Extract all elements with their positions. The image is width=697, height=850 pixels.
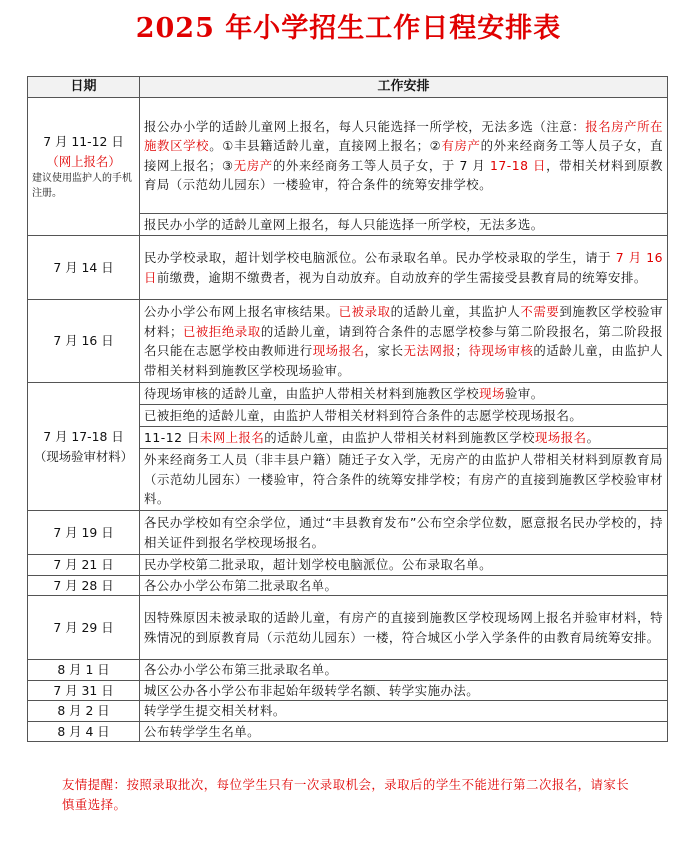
- work-cell: [140, 721, 668, 742]
- table-row: [28, 555, 668, 576]
- work-cell: [140, 660, 668, 681]
- date-cell: [28, 555, 140, 576]
- table-row: [28, 236, 668, 300]
- date-cell: [28, 660, 140, 681]
- highlight-text: 有房产: [441, 138, 481, 153]
- header-date: 日期: [28, 77, 140, 98]
- work-text: 已被拒绝的适龄儿童，由监护人带相关材料到符合条件的志愿学校现场报名。: [144, 407, 583, 423]
- schedule-body: [28, 98, 668, 742]
- work-text: 。①丰县籍适龄儿童，直接网上报名；②: [209, 138, 442, 153]
- work-text: 公办小学公布网上报名审核结果。: [144, 304, 339, 319]
- work-text: 因特殊原因未被录取的适龄儿童，有房产的直接到施教区学校现场网上报名并验审材料，特殊情况的到原教育局（示范幼儿园东）一楼，符合城区小学入学条件的由教育局统筹安排。: [144, 610, 663, 645]
- date-text: 7 月 31 日: [53, 682, 114, 698]
- table-row: [28, 680, 668, 701]
- date-subtitle: （现场验审材料）: [33, 448, 134, 464]
- date-text: 7 月 28 日: [53, 577, 114, 593]
- date-cell: [28, 300, 140, 383]
- highlight-text: 无房产: [233, 157, 273, 173]
- work-text: 各公办小学公布第三批录取名单。: [144, 662, 338, 677]
- highlight-text: 已被录取: [338, 304, 391, 319]
- highlight-text: 现场: [479, 385, 505, 401]
- work-text: 城区公办各小学公布非起始年级转学名额、转学实施办法。: [144, 682, 480, 698]
- date-cell: [28, 575, 140, 596]
- date-text: 8 月 2 日: [57, 703, 110, 718]
- table-row: [28, 300, 668, 383]
- work-text: 前缴费，逾期不缴费者，视为自动放弃。自动放弃的学生需接受县教育局的统筹安排。: [156, 269, 647, 285]
- work-text: 的适龄儿童，请到符合条件的志愿学校参与第二阶段报名，第二阶段报名只能在志愿学校由教师进行: [144, 323, 664, 358]
- work-text: ，带相关材料到原教育局（示范幼儿园东）一楼验审，符合条件的统筹安排学校。: [144, 157, 664, 192]
- work-cell: [140, 680, 668, 701]
- table-row: [28, 660, 668, 681]
- highlight-text: 报名房产所在施教区学校: [144, 118, 664, 153]
- work-text: 验审。: [504, 385, 544, 401]
- footer-reminder: 友情提醒：按照录取批次，每位学生只有一次录取机会，录取后的学生不能进行第二次报名，请家长慎重选择。: [62, 777, 630, 812]
- date-text: 7 月 14 日: [53, 259, 114, 275]
- work-text: 各民办学校如有空余学位，通过“丰县教育发布”公布空余学位数，愿意报名民办学校的，持相关证件到报名学校现场报名。: [144, 515, 663, 550]
- work-text: 报民办小学的适龄儿童网上报名，每人只能选择一所学校，无法多选。: [144, 216, 544, 232]
- table-row: [28, 383, 668, 405]
- date-text: 7 月 19 日: [53, 524, 114, 540]
- header-work: 工作安排: [140, 77, 668, 98]
- table-row: [28, 721, 668, 742]
- work-text: 报公办小学的适龄儿童网上报名，每人只能选择一所学校，无法多选（注意：: [144, 118, 586, 134]
- date-cell: [28, 236, 140, 300]
- work-cell: [140, 555, 668, 576]
- work-cell: [140, 98, 668, 214]
- work-text: 转学学生提交相关材料。: [144, 703, 286, 718]
- work-text: 待现场审核的适龄儿童，由监护人带相关材料到施教区学校: [144, 385, 480, 401]
- work-cell: [140, 383, 668, 405]
- schedule-table: [27, 76, 668, 742]
- work-cell: [140, 300, 668, 383]
- work-cell: [140, 214, 668, 236]
- table-header-row: [28, 77, 668, 98]
- table-row: [28, 98, 668, 214]
- date-cell: [28, 383, 140, 511]
- highlight-text: 待现场审核: [468, 343, 534, 358]
- work-cell: [140, 575, 668, 596]
- work-text: 到施教区学校验审材料；: [144, 304, 664, 339]
- date-text: 7 月 17-18 日: [43, 429, 124, 444]
- work-text: 的适龄儿童，其监护人: [390, 304, 521, 319]
- date-cell: [28, 701, 140, 722]
- date-cell: [28, 596, 140, 660]
- date-cell: [28, 680, 140, 701]
- work-cell: [140, 236, 668, 300]
- date-cell: [28, 98, 140, 236]
- date-subtitle: （网上报名）: [46, 153, 121, 169]
- work-cell: [140, 427, 668, 449]
- date-text: 7 月 16 日: [53, 333, 114, 349]
- date-cell: [28, 721, 140, 742]
- work-cell: [140, 596, 668, 660]
- work-text: 11-12 日: [144, 429, 200, 445]
- table-row: [28, 575, 668, 596]
- highlight-text: 现场报名: [535, 429, 587, 445]
- work-cell: [140, 449, 668, 511]
- table-row: [28, 701, 668, 722]
- work-text: 的外来经商务工等人员子女，直接网上报名；③: [144, 138, 664, 173]
- work-text: 外来经商务工人员（非丰县户籍）随迁子女入学，无房产的由监护人带相关材料到原教育局（示范幼儿园东）一楼验审，符合条件的统筹安排学校；有房产的直接到施教区学校验审材料。: [144, 452, 663, 507]
- work-text: 各公办小学公布第二批录取名单。: [144, 577, 338, 593]
- date-cell: [28, 511, 140, 555]
- work-text: 。: [586, 429, 600, 445]
- work-text: 民办学校第二批录取，超计划学校电脑派位。公布录取名单。: [144, 557, 493, 572]
- date-text: 8 月 1 日: [57, 662, 110, 677]
- table-row: [28, 511, 668, 555]
- highlight-text: 现场报名: [312, 343, 365, 358]
- highlight-text: 7 月 16 日: [144, 250, 663, 285]
- work-text: 民办学校录取，超计划学校电脑派位。公布录取名单。民办学校录取的学生，请于: [144, 250, 616, 265]
- page-title: 2025 年小学招生工作日程安排表: [135, 13, 562, 44]
- work-text: 的适龄儿童，由监护人带相关材料到施教区学校: [264, 429, 535, 445]
- highlight-text: 无法网报: [403, 343, 456, 358]
- work-cell: [140, 511, 668, 555]
- table-row: [28, 596, 668, 660]
- date-text: 8 月 4 日: [57, 723, 110, 739]
- work-text: 的外来经商务工等人员子女，于 7 月: [272, 157, 490, 173]
- highlight-text: 未网上报名: [199, 429, 265, 445]
- work-cell: [140, 701, 668, 722]
- date-note: 建议使用监护人的手机注册。: [32, 173, 132, 199]
- work-cell: [140, 405, 668, 427]
- date-text: 7 月 21 日: [53, 557, 114, 572]
- highlight-text: 17-18 日: [489, 157, 547, 173]
- date-text: 7 月 29 日: [53, 619, 114, 635]
- work-text: 公布转学学生名单。: [144, 723, 261, 739]
- work-text: ，家长: [364, 343, 404, 358]
- highlight-text: 已被拒绝录取: [182, 323, 261, 339]
- work-text: 的适龄儿童，由监护人带相关材料到施教区学校现场验审。: [144, 343, 664, 378]
- work-text: ；: [455, 343, 469, 358]
- highlight-text: 不需要: [520, 304, 560, 319]
- date-text: 7 月 11-12 日: [43, 134, 124, 149]
